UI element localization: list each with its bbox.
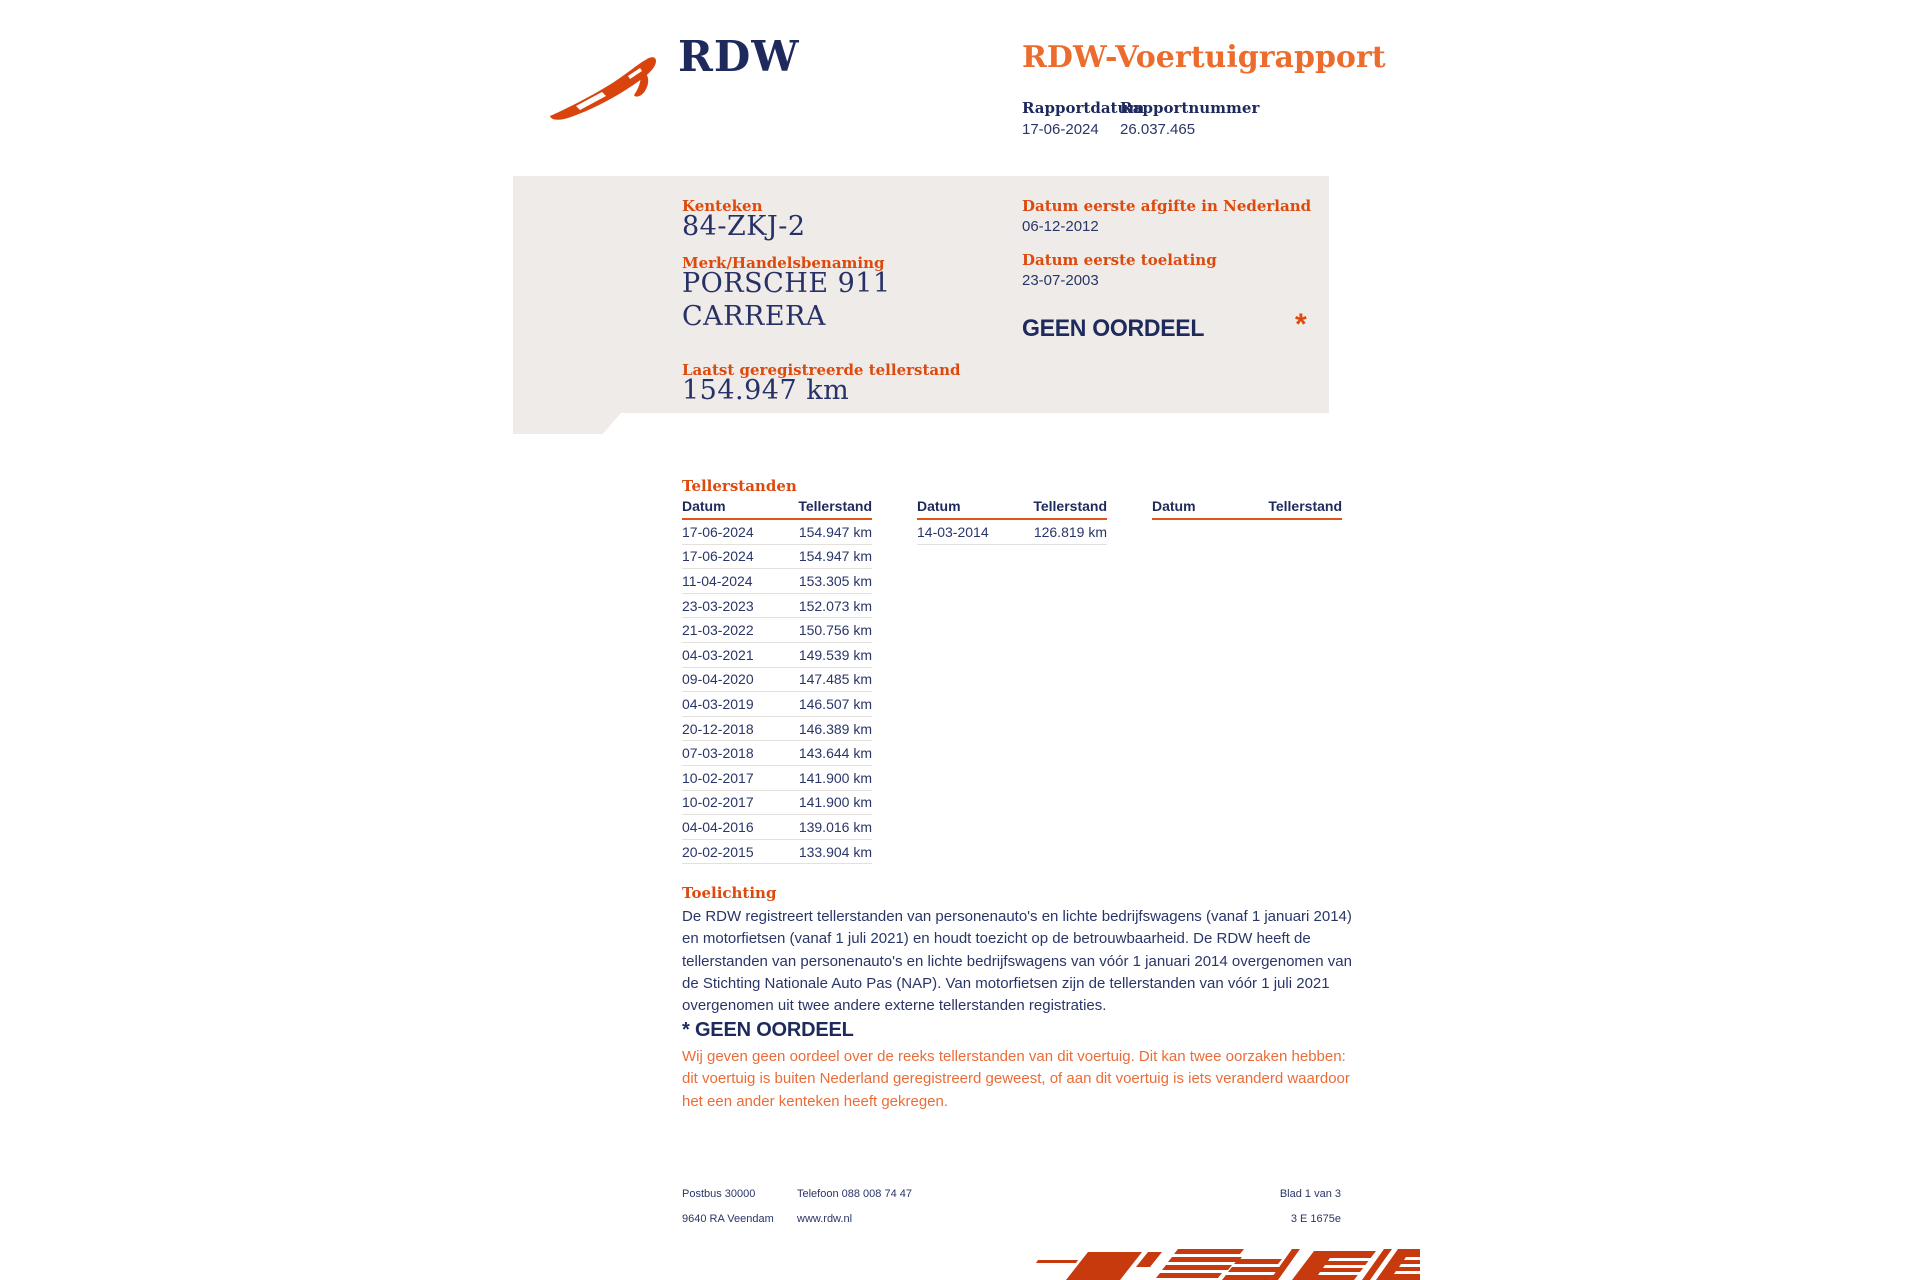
- footer-page-number: Blad 1 van 3: [1279, 1188, 1341, 1200]
- col-tellerstand: Tellerstand: [1033, 498, 1107, 514]
- report-date-label: Rapportdatum: [1022, 99, 1145, 117]
- meter-value: 152.073 km: [798, 597, 872, 614]
- meters-heading: Tellerstanden: [682, 477, 797, 495]
- meter-date: 17-06-2024: [682, 523, 754, 540]
- meters-group-2-header: [917, 498, 1107, 520]
- meter-date: 23-03-2023: [682, 597, 754, 614]
- afgifte-value: 06-12-2012: [1022, 218, 1099, 235]
- meter-date: 09-04-2020: [682, 671, 754, 688]
- table-row: [682, 569, 872, 594]
- col-datum: Datum: [682, 498, 726, 514]
- table-row: [682, 741, 872, 766]
- toelating-label: Datum eerste toelating: [1022, 251, 1217, 269]
- meter-date: 10-02-2017: [682, 794, 754, 811]
- meter-value: 139.016 km: [798, 818, 872, 835]
- meter-date: 20-12-2018: [682, 720, 754, 737]
- meters-group-1-header: [682, 498, 872, 520]
- footer-website: www.rdw.nl: [797, 1213, 853, 1225]
- meter-value: 146.507 km: [798, 695, 872, 712]
- table-row: [917, 520, 1107, 545]
- merk-label: Merk/Handelsbenaming: [682, 254, 885, 272]
- toelichting-heading: Toelichting: [682, 884, 777, 902]
- meter-value: 126.819 km: [1033, 523, 1107, 540]
- table-row: [682, 791, 872, 816]
- table-row: [682, 618, 872, 643]
- verdict-asterisk: *: [1295, 308, 1307, 341]
- table-row: [682, 692, 872, 717]
- table-row: [682, 717, 872, 742]
- tellerstand-value: 154.947 km: [682, 375, 850, 406]
- footer-phone: Telefoon 088 008 74 47: [797, 1188, 912, 1200]
- merk-value-line1: PORSCHE 911: [682, 268, 891, 299]
- toelichting-text: De RDW registreert tellerstanden van personenauto's en lichte bedrijfswagens (vanaf 1 januari 2014) en motorfietsen (vanaf 1 juli 2021) en houdt toezicht op de betrouwbaarheid. De RDW heeft de tellerstanden van personenauto's en lichte bedrijfswagens van vóór 1 januari 2014 overgenomen van de Stichting Nationale Auto Pas (NAP). Van motorfietsen zijn de tellerstanden van vóór 1 juli 2021 overgenomen uit twee andere externe tellerstanden registraties.: [682, 908, 1352, 1015]
- table-row: [682, 545, 872, 570]
- page-title: RDW-Voertuigrapport: [1022, 40, 1386, 75]
- col-tellerstand: Tellerstand: [1268, 498, 1342, 514]
- meter-date: 04-03-2021: [682, 646, 754, 663]
- geen-oordeel-heading: [682, 1019, 854, 1042]
- geen-oordeel-mark: *: [682, 1019, 690, 1041]
- toelating-value: 23-07-2003: [1022, 272, 1099, 289]
- col-tellerstand: Tellerstand: [798, 498, 872, 514]
- meters-table: [682, 498, 1342, 864]
- meter-value: 141.900 km: [798, 769, 872, 786]
- footer-postbus: Postbus 30000: [682, 1188, 756, 1200]
- report-number-value: 26.037.465: [1120, 121, 1196, 138]
- report-number-block: [1120, 99, 1259, 138]
- rdw-wing-logo-icon: [546, 50, 664, 124]
- meter-value: 154.947 km: [798, 523, 872, 540]
- meter-value: 141.900 km: [798, 794, 872, 811]
- meter-value: 147.485 km: [798, 671, 872, 688]
- table-row: [682, 668, 872, 693]
- meter-value: 150.756 km: [798, 622, 872, 639]
- verdict-text: GEEN OORDEEL: [1022, 315, 1205, 342]
- meter-value: 153.305 km: [798, 572, 872, 589]
- meter-date: 17-06-2024: [682, 548, 754, 565]
- meter-date: 21-03-2022: [682, 622, 754, 639]
- footer-city: 9640 RA Veendam: [682, 1213, 774, 1225]
- meters-group-3-header: [1152, 498, 1342, 520]
- meter-value: 154.947 km: [798, 548, 872, 565]
- report-number-label: Rapportnummer: [1120, 99, 1260, 117]
- meters-group-1: [682, 498, 872, 864]
- kenteken-label: Kenteken: [682, 197, 763, 215]
- meter-date: 04-04-2016: [682, 818, 754, 835]
- footer-doc-code: 3 E 1675e: [1290, 1213, 1341, 1225]
- meter-date: 14-03-2014: [917, 523, 989, 540]
- afgifte-label: Datum eerste afgifte in Nederland: [1022, 197, 1312, 215]
- meter-value: 149.539 km: [798, 646, 872, 663]
- geen-oordeel-text: Wij geven geen oordeel over de reeks tellerstanden van dit voertuig. Dit kan twee oorzaken hebben: dit voertuig is buiten Nederland geregistreerd geweest, of aan dit voertuig is iets veranderd waardoor het een ander kenteken heeft gekregen.: [682, 1048, 1350, 1110]
- meter-date: 10-02-2017: [682, 769, 754, 786]
- meter-value: 146.389 km: [798, 720, 872, 737]
- tellerstand-label: Laatst geregistreerde tellerstand: [682, 361, 961, 379]
- rdw-wordmark: RDW: [678, 32, 800, 81]
- meter-date: 11-04-2024: [682, 572, 753, 589]
- col-datum: Datum: [1152, 498, 1196, 514]
- table-row: [682, 815, 872, 840]
- geen-oordeel-label: GEEN OORDEEL: [694, 1019, 854, 1041]
- meter-value: 133.904 km: [798, 843, 872, 860]
- meter-date: 04-03-2019: [682, 695, 754, 712]
- vehicle-summary-box-tab: [513, 413, 621, 434]
- kenteken-value: 84-ZKJ-2: [682, 211, 806, 242]
- meter-value: 143.644 km: [798, 745, 872, 762]
- merk-value-line2: CARRERA: [682, 301, 826, 332]
- rdw-stripes-graphic-icon: [1030, 1247, 1420, 1280]
- table-row: [682, 840, 872, 865]
- meters-group-2: [917, 498, 1107, 864]
- table-row: [682, 594, 872, 619]
- table-row: [682, 520, 872, 545]
- report-date-value: 17-06-2024: [1022, 121, 1099, 138]
- table-row: [682, 766, 872, 791]
- col-datum: Datum: [917, 498, 961, 514]
- meter-date: 20-02-2015: [682, 843, 754, 860]
- meters-group-3: [1152, 498, 1342, 864]
- table-row: [682, 643, 872, 668]
- meter-date: 07-03-2018: [682, 745, 754, 762]
